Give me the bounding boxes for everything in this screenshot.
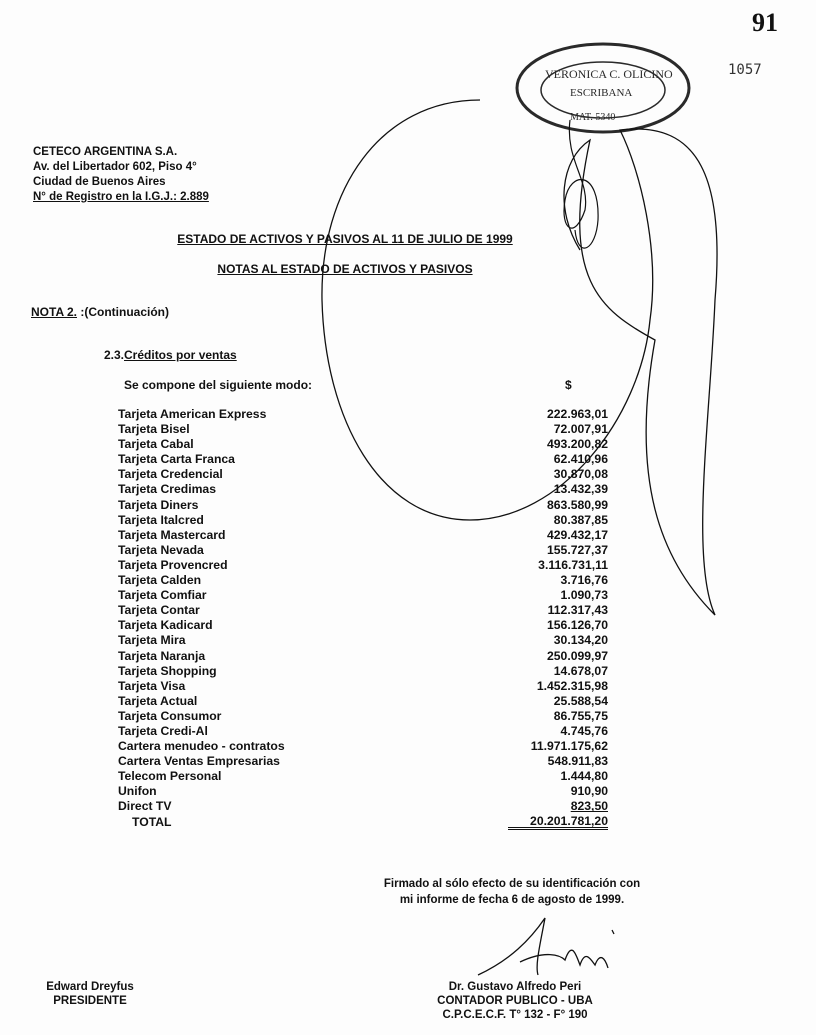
row-label: Tarjeta Consumor (118, 708, 222, 723)
row-label: Tarjeta Calden (118, 573, 202, 588)
section-title: Créditos por ventas (124, 348, 237, 362)
notary-stamp (517, 44, 689, 132)
row-label: Direct TV (118, 799, 172, 814)
table-row (118, 467, 608, 482)
section-number: 2.3. (104, 348, 125, 362)
table-row (118, 709, 608, 724)
row-label: Tarjeta Credencial (118, 467, 223, 482)
row-label: Tarjeta American Express (118, 407, 267, 421)
signatory-title: CONTADOR PUBLICO - UBA (437, 995, 593, 1007)
note-heading (31, 305, 169, 319)
stamp-mat: MAT. 5340 (570, 112, 616, 123)
row-value: 222.963,01 (547, 407, 608, 421)
table-row (118, 694, 608, 709)
row-label: Tarjeta Provencred (118, 557, 228, 572)
row-label: Tarjeta Diners (118, 497, 199, 512)
row-value: 1.452.315,98 (536, 678, 608, 693)
row-label: Tarjeta Mastercard (118, 527, 226, 542)
table-row (118, 784, 608, 799)
row-value: 14.678,07 (553, 663, 608, 678)
table-row (118, 452, 608, 467)
table-row (118, 799, 608, 814)
currency-header: $ (565, 378, 572, 392)
company-name: CETECO ARGENTINA S.A. (33, 146, 178, 158)
company-city: Ciudad de Buenos Aires (33, 176, 166, 188)
table-row (118, 618, 608, 633)
row-label: Tarjeta Shopping (118, 663, 217, 678)
row-label: Cartera menudeo - contratos (118, 739, 285, 754)
signature-note-line2: mi informe de fecha 6 de agosto de 1999. (399, 894, 625, 906)
note-suffix: :(Continuación) (77, 305, 169, 319)
row-label: Unifon (118, 784, 157, 799)
row-value: 155.727,37 (547, 542, 608, 557)
row-value: 429.432,17 (547, 527, 608, 542)
row-label: Tarjeta Kadicard (118, 618, 213, 633)
table-row (118, 633, 608, 648)
table-row (118, 422, 608, 437)
intro-text: Se compone del siguiente modo: (124, 378, 313, 392)
row-label: Tarjeta Credi-Al (118, 723, 208, 738)
row-label: Tarjeta Mira (118, 633, 186, 648)
table-row (118, 437, 608, 452)
table-row (118, 482, 608, 497)
row-value: 30.870,08 (553, 467, 608, 482)
table-row (118, 649, 608, 664)
table-row (118, 739, 608, 754)
signature-note (372, 876, 652, 908)
row-value: 3.716,76 (560, 573, 608, 588)
signatory-title: PRESIDENTE (53, 995, 127, 1007)
section-heading (104, 348, 237, 362)
signature-note-line1: Firmado al sólo efecto de su identificación con (383, 878, 641, 890)
signatory-registration: C.P.C.E.C.F. T° 132 - F° 190 (442, 1009, 588, 1021)
note-label: NOTA 2. (31, 305, 78, 319)
signatory-name: Dr. Gustavo Alfredo Peri (448, 981, 582, 993)
company-registry: N° de Registro en la I.G.J.: 2.889 (33, 191, 209, 203)
table-row (118, 573, 608, 588)
row-label: Tarjeta Credimas (118, 482, 216, 497)
table-row (118, 407, 608, 422)
row-value: 72.007,91 (553, 422, 608, 437)
row-value: 250.099,97 (547, 648, 608, 663)
signatory-name: Edward Dreyfus (46, 981, 134, 993)
row-value: 13.432,39 (553, 482, 608, 497)
row-label: Tarjeta Visa (118, 678, 186, 693)
table-row (118, 679, 608, 694)
row-label: Tarjeta Comfiar (118, 588, 207, 603)
row-value: 86.755,75 (553, 708, 608, 723)
row-value: 4.745,76 (560, 723, 608, 738)
signatory-president (40, 980, 140, 1008)
company-address: Av. del Libertador 602, Piso 4° (33, 161, 197, 173)
row-value: 1.090,73 (560, 588, 608, 603)
table-row (118, 513, 608, 528)
handwritten-annotation: 1057 (728, 62, 762, 78)
row-value: 548.911,83 (547, 754, 608, 769)
credits-table (118, 407, 608, 830)
row-value: 112.317,43 (547, 603, 608, 618)
table-row (118, 603, 608, 618)
table-row (118, 543, 608, 558)
row-label: Tarjeta Actual (118, 693, 198, 708)
table-row (118, 588, 608, 603)
signature-scribble (564, 120, 598, 248)
row-value: 62.410,96 (553, 452, 608, 467)
row-value: 30.134,20 (553, 633, 608, 648)
row-label: Telecom Personal (118, 769, 222, 784)
row-label: Tarjeta Naranja (118, 648, 206, 663)
page-number: 91 (752, 8, 778, 37)
row-value: 823,50 (570, 799, 608, 814)
row-label: Tarjeta Contar (118, 603, 200, 618)
row-value: 80.387,85 (553, 512, 608, 527)
row-value: 3.116.731,11 (538, 557, 608, 572)
row-value: 910,90 (570, 784, 608, 799)
signatory-accountant (410, 980, 620, 1022)
row-value: 863.580,99 (547, 497, 608, 512)
document-title: ESTADO DE ACTIVOS Y PASIVOS AL 11 DE JULIO DE 1999 (177, 232, 513, 246)
row-value: 493.200,82 (547, 437, 608, 452)
table-row (118, 558, 608, 573)
document-subtitle: NOTAS AL ESTADO DE ACTIVOS Y PASIVOS (217, 262, 473, 276)
table-row (118, 664, 608, 679)
row-value: 156.126,70 (547, 618, 608, 633)
table-row (118, 769, 608, 784)
table-row (118, 528, 608, 543)
total-label: TOTAL (132, 814, 172, 829)
accountant-signature (478, 918, 614, 975)
row-value: 11.971.175,62 (530, 739, 608, 754)
company-header (33, 145, 209, 205)
row-value: 1.444,80 (560, 769, 608, 784)
stamp-role: ESCRIBANA (570, 87, 633, 99)
row-label: Tarjeta Italcred (118, 512, 204, 527)
table-row (118, 498, 608, 513)
total-row (118, 815, 608, 830)
row-label: Cartera Ventas Empresarias (118, 754, 280, 769)
row-value: 25.588,54 (553, 693, 608, 708)
row-label: Tarjeta Cabal (118, 437, 194, 452)
table-row (118, 754, 608, 769)
table-row (118, 724, 608, 739)
row-label: Tarjeta Nevada (118, 542, 204, 557)
row-label: Tarjeta Carta Franca (118, 452, 235, 467)
row-label: Tarjeta Bisel (118, 422, 190, 437)
total-value: 20.201.781,20 (508, 815, 608, 830)
stamp-name: VERONICA C. OLICINO (545, 67, 673, 81)
